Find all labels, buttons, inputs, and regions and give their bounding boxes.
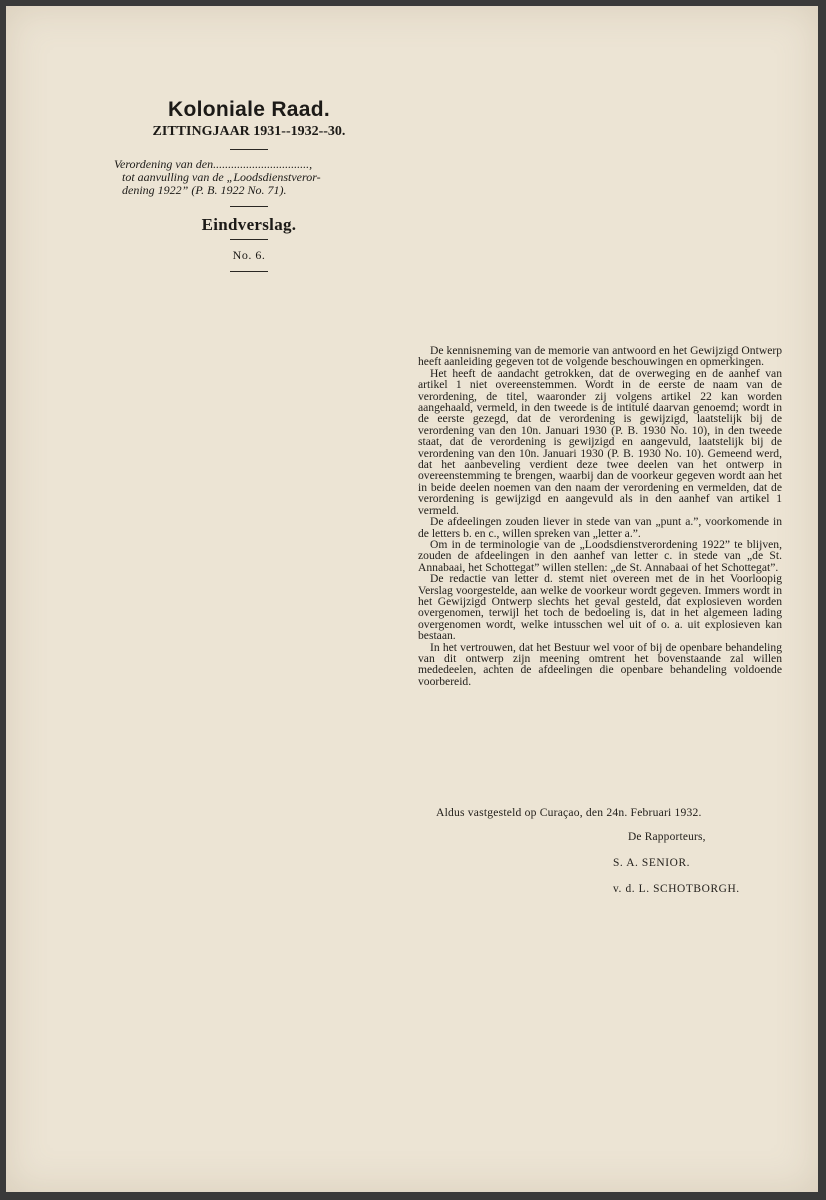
- session-year: ZITTINGJAAR 1931--1932--30.: [152, 124, 346, 139]
- document-page: [6, 6, 818, 1192]
- paragraph: Het heeft de aandacht getrokken, dat de overweging en de aanhef van artikel 1 niet overeenstemmen. Wordt in de eerste de naam van de verordening, de titel, waaronder zij volgens artikel 22 kan worden aangehaald, vermeld, in den tweede is de intitulé daarvan genoemd; wordt in de eerste gezegd, dat de verordening is gewijzigd, laatstelijk bij de verordening van den 10n. Januari 1930 (P. B. 1930 No. 10), in den tweede staat, dat de verordening is gewijzigd en aangevuld, laatstelijk bij de verordening van den 10n. Januari 1930 (P. B. 1930 No. 10). Gemeend werd, dat het aanbeveling verdient deze twee deelen van het ontwerp in overeenstemming te brengen, waarbij dan de voorkeur gegeven wordt aan het in beide deelen noemen van den naam der verordening en vermelden, dat de verordening is gewijzigd en aangevuld als in den aanhef van artikel 1 vermeld.: [418, 366, 782, 517]
- divider: [230, 206, 268, 207]
- divider: [230, 239, 268, 240]
- paragraph: De redactie van letter d. stemt niet overeen met de in het Voorloopig Verslag voorgestelde, aan welke de voorkeur wordt gegeven. Immers wordt in het Gewijzigd Ontwerp slechts het geval gesteld, dat explosieven worden overgenomen, terwijl het toch de bedoeling is, dat in het algemeen lading overgenomen wordt, welke intusschen wel uit of o. a. uit explosieven kan bestaan.: [418, 572, 782, 643]
- paragraph: Om in de terminologie van de „Loodsdienstverordening 1922” te blijven, zouden de afdeelingen in den aanhef van letter c. in stede van „de St. Annabaai, het Schottegat” willen stellen: „de St. Annabaai of het Schottegat”.: [418, 537, 782, 574]
- divider: [230, 149, 268, 150]
- council-title: Koloniale Raad.: [167, 98, 331, 121]
- place-date-line: Aldus vastgesteld op Curaçao, den 24n. Februari 1932.: [436, 806, 702, 819]
- paragraph: De afdeelingen zouden liever in stede van van „punt a.”, voorkomende in de letters b. en c., willen spreken van „letter a.”.: [418, 515, 782, 540]
- signatory-senior: S. A. SENIOR.: [613, 857, 691, 869]
- ordinance-description: [114, 158, 384, 197]
- ordinance-line-2: tot aanvulling van de „Loodsdienstveror-: [122, 170, 321, 184]
- report-type: Eindverslag.: [201, 215, 297, 234]
- ordinance-line-1: Verordening van den................................,: [114, 157, 313, 171]
- ordinance-line-3: dening 1922” (P. B. 1922 No. 71).: [122, 183, 287, 197]
- paragraph: In het vertrouwen, dat het Bestuur wel voor of bij de openbare behandeling van dit ontwerp zijn meening omtrent het bovenstaande zal willen mededeelen, achten de afdeelingen die openbare behandeling voldoende voorbereid.: [418, 640, 782, 688]
- document-header: [114, 98, 384, 280]
- report-number: No. 6.: [232, 248, 266, 262]
- paragraph: De kennisneming van de memorie van antwoord en het Gewijzigd Ontwerp heeft aanleiding gegeven tot de volgende beschouwingen en opmerkingen.: [418, 344, 782, 369]
- signatories-label: De Rapporteurs,: [628, 831, 706, 843]
- signatory-schotborgh: v. d. L. SCHOTBORGH.: [613, 883, 740, 895]
- report-body: [418, 345, 782, 687]
- divider: [230, 271, 268, 272]
